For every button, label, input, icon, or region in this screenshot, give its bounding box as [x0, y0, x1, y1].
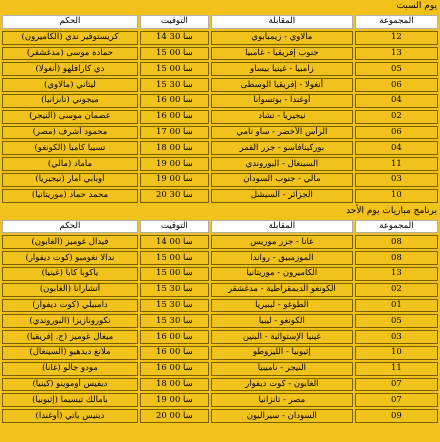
cell-group: 03 [355, 330, 438, 344]
cell-time: 18 سا 00 [140, 141, 209, 155]
table-row [2, 299, 438, 313]
table-row [2, 393, 438, 407]
cell-group: 11 [355, 157, 438, 171]
cell-referee: فيدال غوميز (الغابون) [2, 235, 138, 249]
cell-time: 16 سا 00 [140, 346, 209, 360]
table-row [2, 157, 438, 171]
table-row [2, 362, 438, 376]
cell-match: غينيا الإستوائية - البنين [211, 330, 353, 344]
cell-time: 16 سا 00 [140, 94, 209, 108]
cell-match: الكونغو الديمقراطية - مدغشقر [211, 283, 353, 297]
cell-referee: ملانغ ديدهيو (السينغال) [2, 346, 138, 360]
header-time: التوقيت [140, 220, 209, 234]
saturday-section-title: يوم السبت [396, 1, 437, 11]
cell-group: 10 [355, 189, 438, 203]
cell-group: 10 [355, 346, 438, 360]
cell-group: 08 [355, 235, 438, 249]
table-row [2, 126, 438, 140]
table-row [2, 110, 438, 124]
cell-time: 14 سا 00 [140, 235, 209, 249]
cell-referee: حمادة موسى (مدغشقر) [2, 47, 138, 61]
cell-time: 20 سا 00 [140, 409, 209, 423]
cell-group: 02 [355, 110, 438, 124]
table-row [2, 189, 438, 203]
header-group: المجموعة [355, 15, 438, 29]
cell-referee: ماماد (مالي) [2, 157, 138, 171]
cell-referee: ديفيس أوموينو (كينيا) [2, 378, 138, 392]
cell-time: 17 سا 00 [140, 126, 209, 140]
table-row [2, 235, 438, 249]
cell-time: 19 سا 00 [140, 393, 209, 407]
cell-group: 08 [355, 251, 438, 265]
cell-referee: دينيس باتي (أوغندا) [2, 409, 138, 423]
cell-match: مصر - تانزانيا [211, 393, 353, 407]
cell-referee: محمد حماد (موريتانيا) [2, 189, 138, 203]
table-row [2, 330, 438, 344]
saturday-rows [2, 31, 438, 203]
sunday-section-title: برنامج مباريات يوم الأحد [346, 205, 437, 216]
cell-group: 06 [355, 126, 438, 140]
table-header-row [2, 220, 438, 234]
cell-referee: ليتاني (مالاوي) [2, 78, 138, 92]
cell-group: 11 [355, 362, 438, 376]
table-row [2, 78, 438, 92]
cell-group: 12 [355, 31, 438, 45]
cell-match: بوركينافاسو - جزر القمر [211, 141, 353, 155]
cell-referee: ميغال غوميز (ج. إفريقيا) [2, 330, 138, 344]
cell-referee: كريستوفير ندي (الكاميرون) [2, 31, 138, 45]
cell-group: 05 [355, 314, 438, 328]
cell-match: مالي - جنوب السودان [211, 173, 353, 187]
cell-group: 01 [355, 299, 438, 313]
cell-group: 06 [355, 78, 438, 92]
cell-match: أوغندا - بوتسوانا [211, 94, 353, 108]
table-row [2, 173, 438, 187]
cell-match: الكاميرون - موريتانيا [211, 267, 353, 281]
cell-match: الجزائر - السيشل [211, 189, 353, 203]
header-referee: الحكم [2, 220, 138, 234]
cell-time: 20 سا 30 [140, 189, 209, 203]
cell-match: جنوب إفريقيا - غامبيا [211, 47, 353, 61]
cell-group: 07 [355, 393, 438, 407]
cell-group: 05 [355, 62, 438, 76]
table-row [2, 283, 438, 297]
cell-referee: محمود أشرف (مصر) [2, 126, 138, 140]
cell-time: 16 سا 00 [140, 330, 209, 344]
cell-match: الكونغو - ليبيا [211, 314, 353, 328]
cell-group: 13 [355, 47, 438, 61]
cell-match: نيجيريا - تشاد [211, 110, 353, 124]
cell-referee: مودو جالو (غانا) [2, 362, 138, 376]
cell-time: 15 سا 00 [140, 251, 209, 265]
cell-time: 15 سا 00 [140, 47, 209, 61]
table-row [2, 378, 438, 392]
table-row [2, 141, 438, 155]
cell-time: 15 سا 30 [140, 283, 209, 297]
cell-time: 18 سا 00 [140, 378, 209, 392]
cell-group: 07 [355, 378, 438, 392]
cell-referee: دي كارافلهو (أنغولا) [2, 62, 138, 76]
table-row [2, 267, 438, 281]
cell-match: غانا - جزر موريس [211, 235, 353, 249]
header-match: المقابلة [211, 15, 353, 29]
cell-group: 03 [355, 173, 438, 187]
cell-referee: دامبيلي (كوت ديفوار) [2, 299, 138, 313]
cell-time: 15 سا 30 [140, 299, 209, 313]
cell-match: الطوغو - ليبيريا [211, 299, 353, 313]
cell-referee: أتشارانا (الغابون) [2, 283, 138, 297]
cell-referee: ندالا نغومبو (كوت ديفوار) [2, 251, 138, 265]
cell-match: الرأس الأخضر - ساو تامي [211, 126, 353, 140]
cell-time: 16 سا 00 [140, 362, 209, 376]
cell-time: 15 سا 00 [140, 267, 209, 281]
cell-match: مالاوي - زيمبابوي [211, 31, 353, 45]
cell-match: الغابون - كوت ديفوار [211, 378, 353, 392]
table-row [2, 47, 438, 61]
cell-group: 04 [355, 141, 438, 155]
table-row [2, 314, 438, 328]
cell-referee: تسيبا كاميا (الكونغو) [2, 141, 138, 155]
cell-time: 15 سا 00 [140, 62, 209, 76]
sunday-schedule-table [0, 218, 440, 425]
cell-match: زامبيا - غينيا بيساو [211, 62, 353, 76]
cell-match: إثيوبيا - الليزوطو [211, 346, 353, 360]
cell-referee: نكورونازيزا (البوروندي) [2, 314, 138, 328]
cell-time: 16 سا 00 [140, 110, 209, 124]
cell-match: السينغال - البوروندي [211, 157, 353, 171]
saturday-schedule-table [0, 13, 440, 205]
cell-referee: عصمان موسى (النيجر) [2, 110, 138, 124]
table-row [2, 251, 438, 265]
header-match: المقابلة [211, 220, 353, 234]
header-referee: الحكم [2, 15, 138, 29]
sunday-rows [2, 235, 438, 423]
cell-referee: ياكوبا كابا (غينيا) [2, 267, 138, 281]
cell-match: الموزمبيق - رواندا [211, 251, 353, 265]
cell-referee: ميجوني (تانزانيا) [2, 94, 138, 108]
table-row [2, 62, 438, 76]
header-group: المجموعة [355, 220, 438, 234]
table-header-row [2, 15, 438, 29]
cell-referee: بامالك تيسيما (إثيوبيا) [2, 393, 138, 407]
table-row [2, 346, 438, 360]
cell-time: 19 سا 00 [140, 157, 209, 171]
cell-time: 15 سا 30 [140, 314, 209, 328]
cell-group: 04 [355, 94, 438, 108]
cell-group: 02 [355, 283, 438, 297]
cell-group: 09 [355, 409, 438, 423]
cell-match: أنغولا - إفريقيا الوسطى [211, 78, 353, 92]
cell-group: 13 [355, 267, 438, 281]
cell-time: 19 سا 00 [140, 173, 209, 187]
table-row [2, 31, 438, 45]
table-row [2, 94, 438, 108]
cell-time: 14 سا 30 [140, 31, 209, 45]
cell-match: النيجر - ناميبيا [211, 362, 353, 376]
cell-referee: أوبابي أمار (نيجيريا) [2, 173, 138, 187]
cell-time: 15 سا 30 [140, 78, 209, 92]
table-row [2, 409, 438, 423]
header-time: التوقيت [140, 15, 209, 29]
cell-match: السودان - سيراليون [211, 409, 353, 423]
